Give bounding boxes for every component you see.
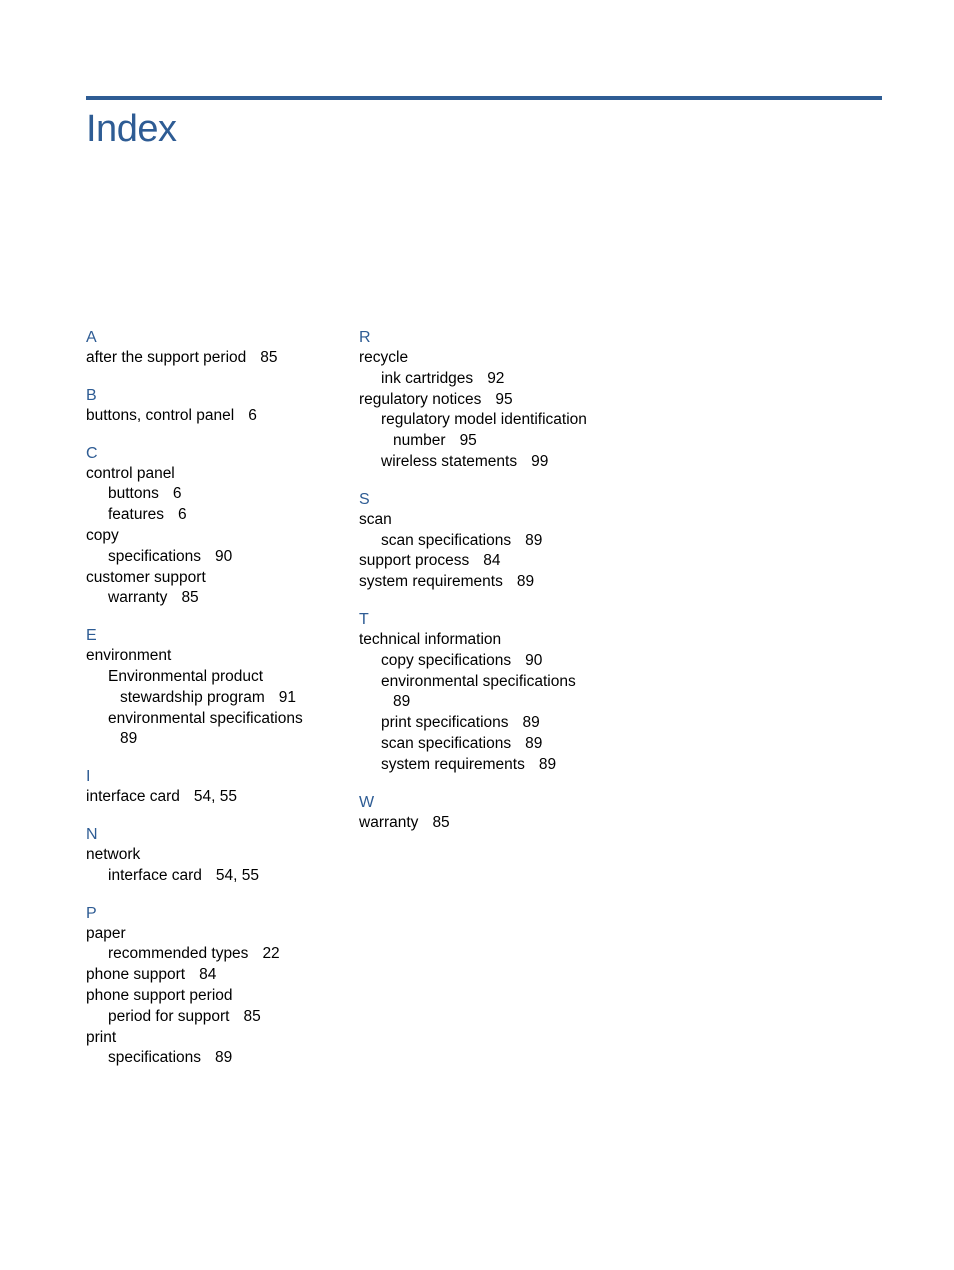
- index-subentry: [359, 713, 649, 734]
- entry-term: warranty: [108, 589, 168, 607]
- index-entry: [86, 1028, 346, 1049]
- index-subentry: [86, 547, 346, 568]
- entry-term: Environmental product: [108, 667, 264, 685]
- index-group-t: [359, 610, 649, 776]
- entry-line: [108, 710, 303, 727]
- entry-line: [381, 652, 542, 669]
- page-reference-link[interactable]: 90: [215, 547, 233, 565]
- entry-term: buttons: [108, 485, 159, 503]
- entry-term: after the support period: [86, 349, 247, 366]
- index-entry: [86, 646, 346, 667]
- entry-line: [86, 1029, 116, 1046]
- entry-term: copy specifications: [381, 651, 512, 669]
- entry-term: interface card: [108, 866, 202, 884]
- index-entry: [86, 924, 346, 945]
- page-reference-link[interactable]: 89: [525, 734, 543, 752]
- index-letter-heading: A: [86, 329, 97, 346]
- entry-line: [359, 573, 534, 590]
- entry-term: control panel: [86, 464, 175, 482]
- entry-term: customer support: [86, 568, 206, 586]
- index-letter-heading: N: [86, 825, 98, 843]
- index-entry: [86, 348, 346, 369]
- page-reference-link[interactable]: 85: [260, 349, 278, 366]
- page-reference-link[interactable]: 85: [432, 813, 450, 831]
- entry-term: specifications: [108, 1049, 202, 1067]
- entry-term: buttons, control panel: [86, 406, 235, 424]
- index-letter-heading: E: [86, 627, 97, 645]
- entry-line: [108, 589, 199, 606]
- entry-line: [86, 349, 278, 366]
- index-subentry: [359, 692, 649, 713]
- title-rule: [86, 96, 882, 100]
- index-entry: [86, 406, 346, 427]
- page-reference-link[interactable]: 84: [483, 552, 501, 570]
- entry-term: print: [86, 1028, 117, 1046]
- entry-line: [381, 714, 540, 731]
- entry-term: system requirements: [381, 755, 525, 773]
- index-subentry: [359, 410, 649, 431]
- entry-line: [359, 552, 501, 569]
- page-reference-link[interactable]: 89: [522, 714, 540, 732]
- entry-term: stewardship program: [120, 688, 265, 706]
- entry-term: scan specifications: [381, 734, 512, 752]
- entry-term: paper: [86, 924, 126, 942]
- page-title: Index: [86, 108, 177, 150]
- entry-line: [381, 411, 587, 428]
- index-entry: [86, 986, 346, 1007]
- entry-line: [381, 532, 542, 549]
- entry-term: support process: [359, 552, 470, 570]
- entry-line: [381, 370, 504, 387]
- entry-term: environment: [86, 647, 172, 665]
- index-subentry: [359, 755, 649, 776]
- entry-line: [108, 485, 181, 502]
- entry-line: [108, 548, 232, 565]
- index-subentry: [86, 866, 346, 887]
- entry-term: number: [393, 432, 446, 450]
- index-group-n: [86, 825, 346, 887]
- page-reference-link[interactable]: 84: [199, 966, 217, 984]
- entry-term: scan: [359, 510, 392, 528]
- entry-line: [108, 1049, 232, 1066]
- index-subentry: [86, 505, 346, 526]
- entry-line: [86, 465, 175, 482]
- index-subentry: [86, 688, 346, 709]
- page-reference-link[interactable]: 89: [393, 693, 411, 711]
- index-group-c: [86, 444, 346, 610]
- entry-term: ink cartridges: [381, 369, 474, 387]
- entry-term: scan specifications: [381, 531, 512, 549]
- index-letter-heading: R: [359, 329, 371, 346]
- index-entry: [86, 965, 346, 986]
- index-letter-heading: T: [359, 610, 369, 628]
- entry-line: [86, 569, 206, 586]
- entry-line: [86, 987, 233, 1004]
- entry-term: environmental specifications: [108, 709, 303, 727]
- index-entry: [86, 526, 346, 547]
- page-reference-link[interactable]: 95: [495, 390, 513, 408]
- entry-line: [381, 756, 556, 773]
- entry-line: [359, 349, 408, 366]
- entry-term: features: [108, 506, 165, 524]
- index-letter-heading: S: [359, 490, 370, 508]
- index-letter-heading: B: [86, 386, 97, 404]
- index-subentry: [359, 734, 649, 755]
- entry-line: [108, 668, 263, 685]
- entry-line: [108, 730, 137, 747]
- entry-line: [86, 407, 257, 424]
- entry-line: [381, 432, 477, 449]
- index-subentry: [86, 729, 346, 750]
- entry-line: [86, 925, 126, 942]
- entry-line: [381, 735, 542, 752]
- page-reference-link[interactable]: 89: [525, 531, 543, 549]
- entry-line: [86, 846, 140, 863]
- entry-term: interface card: [86, 788, 180, 806]
- entry-line: [359, 511, 392, 528]
- index-subentry: [86, 709, 346, 730]
- index-group-r: [359, 328, 649, 473]
- entry-line: [108, 689, 296, 706]
- entry-line: [108, 1008, 261, 1025]
- entry-line: [108, 867, 259, 884]
- entry-line: [359, 391, 513, 408]
- entry-term: regulatory notices: [359, 390, 482, 408]
- entry-line: [86, 647, 171, 664]
- index-subentry: [86, 1048, 346, 1069]
- entry-term: specifications: [108, 547, 202, 565]
- index-entry: [359, 348, 649, 369]
- page-reference-link[interactable]: 22: [262, 945, 280, 963]
- index-subentry: [86, 588, 346, 609]
- entry-term: system requirements: [359, 573, 503, 591]
- index-column-right: [359, 328, 649, 850]
- page-reference-link[interactable]: 6: [178, 506, 187, 524]
- index-letter-heading: P: [86, 904, 97, 922]
- page-reference-link[interactable]: 85: [181, 589, 199, 607]
- index-entry: [86, 464, 346, 485]
- index-subentry: [359, 651, 649, 672]
- index-group-s: [359, 490, 649, 593]
- index-group-a: [86, 328, 346, 369]
- index-entry: [86, 787, 346, 808]
- entry-line: [86, 788, 237, 805]
- page-reference-link[interactable]: 85: [243, 1007, 261, 1025]
- entry-term: network: [86, 845, 141, 863]
- page-reference-link[interactable]: 91: [278, 688, 296, 706]
- entry-term: environmental specifications: [381, 672, 576, 690]
- entry-line: [381, 693, 410, 710]
- index-entry: [359, 510, 649, 531]
- index-entry: [86, 845, 346, 866]
- page-reference-link[interactable]: 92: [487, 369, 505, 387]
- entry-term: technical information: [359, 630, 502, 648]
- page-reference-link[interactable]: 89: [215, 1049, 233, 1067]
- page-reference-link[interactable]: 54, 55: [193, 788, 238, 806]
- entry-line: [86, 966, 216, 983]
- entry-term: period for support: [108, 1007, 230, 1025]
- index-letter-heading: C: [86, 444, 98, 462]
- page-reference-link[interactable]: 89: [538, 755, 557, 773]
- index-subentry: [86, 484, 346, 505]
- index-subentry: [359, 672, 649, 693]
- index-subentry: [359, 431, 649, 452]
- index-subentry: [86, 667, 346, 688]
- entry-line: [108, 945, 280, 962]
- index-letter-heading: W: [359, 793, 375, 811]
- index-entry: [359, 390, 649, 411]
- index-group-p: [86, 904, 346, 1070]
- page-reference-link[interactable]: 54, 55: [215, 866, 260, 884]
- index-subentry: [359, 452, 649, 473]
- index-group-w: [359, 793, 649, 834]
- entry-line: [359, 814, 450, 831]
- entry-line: [381, 453, 548, 470]
- index-entry: [359, 630, 649, 651]
- entry-term: warranty: [359, 813, 419, 831]
- index-subentry: [359, 369, 649, 390]
- index-group-e: [86, 626, 346, 750]
- entry-line: [359, 631, 501, 648]
- entry-term: regulatory model identification: [381, 411, 587, 429]
- index-group-b: [86, 386, 346, 427]
- entry-term: recommended types: [108, 945, 249, 963]
- page-reference-link[interactable]: 6: [248, 406, 257, 424]
- index-subentry: [359, 531, 649, 552]
- index-subentry: [86, 1007, 346, 1028]
- page-reference-link[interactable]: 89: [516, 573, 535, 591]
- page-reference-link[interactable]: 99: [531, 452, 549, 470]
- entry-term: print specifications: [381, 714, 509, 732]
- index-entry: [359, 551, 649, 572]
- page-reference-link[interactable]: 6: [172, 485, 182, 503]
- page-reference-link[interactable]: 95: [459, 432, 477, 450]
- index-entry: [359, 813, 649, 834]
- entry-term: phone support: [86, 966, 186, 984]
- entry-term: wireless statements: [381, 452, 518, 470]
- entry-term: phone support period: [86, 986, 233, 1004]
- page-reference-link[interactable]: 89: [120, 730, 138, 748]
- entry-term: copy: [86, 526, 119, 544]
- index-entry: [86, 568, 346, 589]
- index-group-i: [86, 767, 346, 808]
- index-subentry: [86, 944, 346, 965]
- index-letter-heading: I: [86, 768, 91, 786]
- entry-line: [86, 527, 119, 544]
- entry-term: recycle: [359, 349, 409, 366]
- entry-line: [381, 673, 576, 690]
- page-reference-link[interactable]: 90: [525, 651, 543, 669]
- entry-line: [108, 506, 187, 523]
- index-entry: [359, 572, 649, 593]
- index-column-left: [86, 328, 346, 1086]
